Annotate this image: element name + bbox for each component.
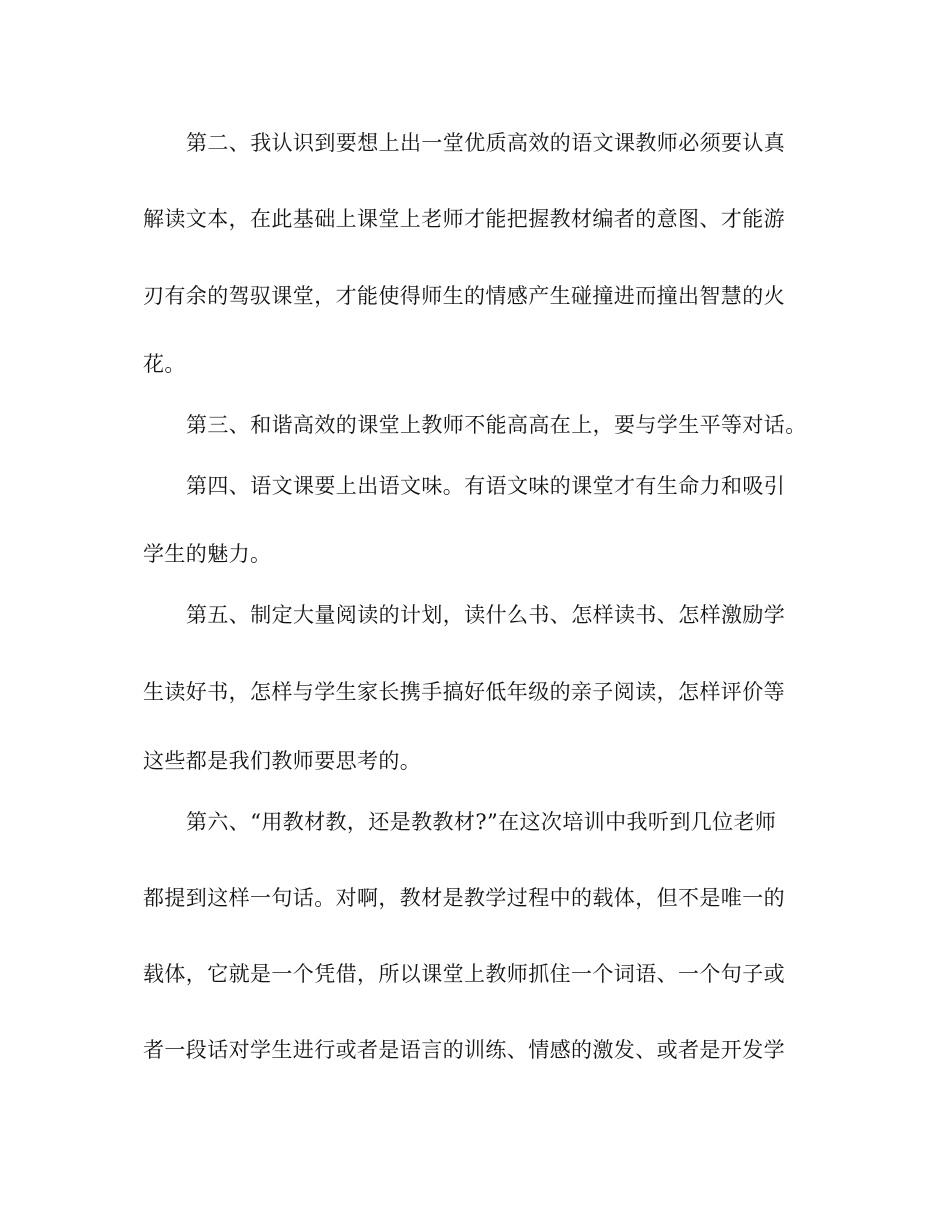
paragraph-5-line-1: 第五、制定大量阅读的计划，读什么书、怎样读书、怎样激励学 (186, 603, 786, 627)
paragraph-2-line-2: 解读文本，在此基础上课堂上老师才能把握教材编者的意图、才能游 (143, 207, 785, 231)
paragraph-6-line-4: 者一段话对学生进行或者是语言的训练、情感的激发、或者是开发学 (143, 1038, 785, 1062)
paragraph-4-line-2: 学生的魅力。 (143, 542, 272, 566)
paragraph-2-line-1: 第二、我认识到要想上出一堂优质高效的语文课教师必须要认真 (186, 131, 786, 155)
paragraph-6-line-2: 都提到这样一句话。对啊，教材是教学过程中的载体，但不是唯一的 (143, 886, 785, 910)
paragraph-6-line-3: 载体，它就是一个凭借，所以课堂上教师抓住一个词语、一个句子或 (143, 962, 785, 986)
paragraph-5-line-2: 生读好书，怎样与学生家长携手搞好低年级的亲子阅读，怎样评价等 (143, 680, 785, 704)
paragraph-2-line-3: 刃有余的驾驭课堂，才能使得师生的情感产生碰撞进而撞出智慧的火 (143, 284, 785, 308)
paragraph-5-line-3: 这些都是我们教师要思考的。 (143, 749, 422, 773)
paragraph-3-line-1: 第三、和谐高效的课堂上教师不能高高在上，要与学生平等对话。 (186, 413, 807, 437)
paragraph-2-line-4: 花。 (143, 352, 186, 376)
paragraph-6-line-1: 第六、“用教材教，还是教教材?”在这次培训中我听到几位老师 (186, 810, 777, 834)
paragraph-4-line-1: 第四、语文课要上出语文味。有语文味的课堂才有生命力和吸引 (186, 474, 786, 498)
